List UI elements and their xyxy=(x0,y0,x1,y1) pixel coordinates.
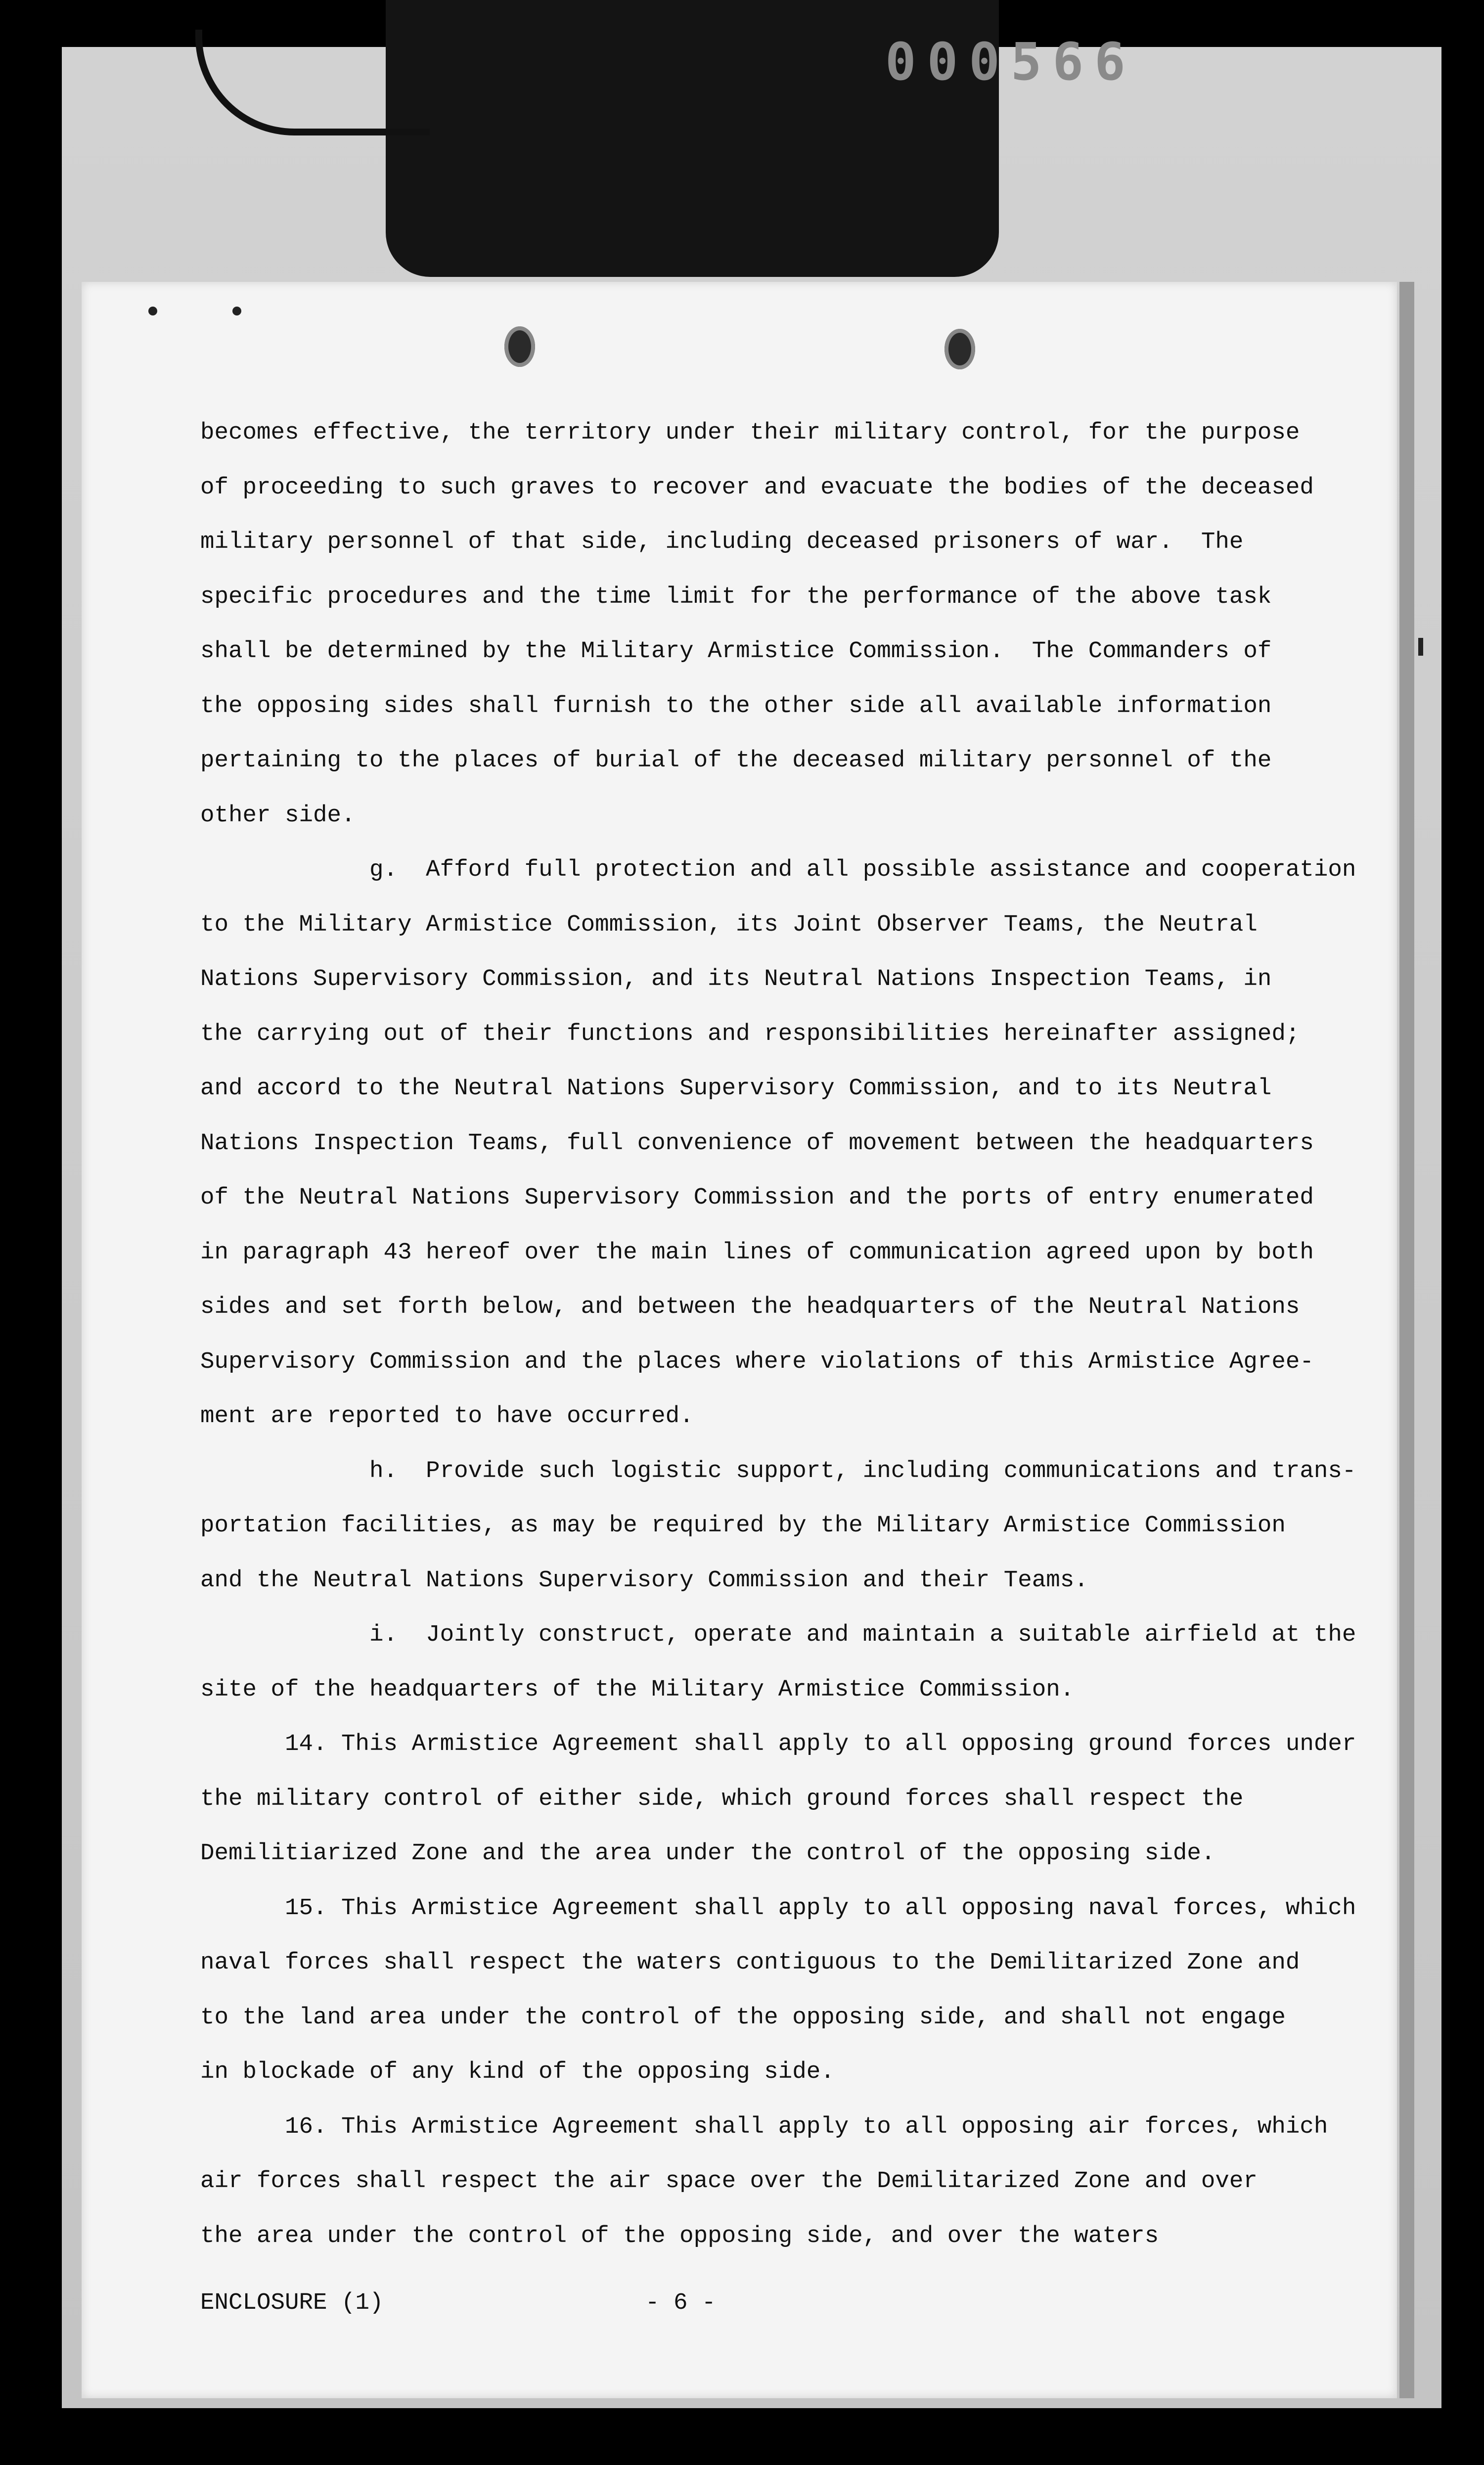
serial-stamp: 000566 xyxy=(885,35,1136,89)
body-line: and accord to the Neutral Nations Supervisory Commission, and to its Neutral xyxy=(200,1075,1272,1102)
body-line: shall be determined by the Military Armistice Commission. The Commanders of xyxy=(200,638,1272,665)
punch-hole-left xyxy=(504,326,535,367)
body-line: Nations Supervisory Commission, and its Neutral Nations Inspection Teams, in xyxy=(200,966,1272,992)
body-line: Supervisory Commission and the places where violations of this Armistice Agree- xyxy=(200,1348,1314,1375)
body-line: air forces shall respect the air space over the Demilitarized Zone and over xyxy=(200,2168,1258,2195)
body-line: to the Military Armistice Commission, its Joint Observer Teams, the Neutral xyxy=(200,911,1258,938)
body-line: i. Jointly construct, operate and maintain a suitable airfield at the xyxy=(200,1621,1356,1648)
page-number: - 6 - xyxy=(645,2289,716,2316)
body-line: the opposing sides shall furnish to the other side all available information xyxy=(200,692,1272,719)
body-line: military personnel of that side, including deceased prisoners of war. The xyxy=(200,529,1244,555)
scanner-clamp xyxy=(386,0,1136,277)
body-line: g. Afford full protection and all possible assistance and cooperation xyxy=(200,856,1356,883)
body-line: ment are reported to have occurred. xyxy=(200,1403,694,1430)
body-line: h. Provide such logistic support, including communications and trans- xyxy=(200,1457,1356,1484)
body-line: in paragraph 43 hereof over the main lines of communication agreed upon by both xyxy=(200,1239,1314,1266)
body-line: the military control of either side, which ground forces shall respect the xyxy=(200,1785,1244,1812)
body-line: in blockade of any kind of the opposing side. xyxy=(200,2059,835,2085)
body-line: Demilitiarized Zone and the area under the control of the opposing side. xyxy=(200,1840,1215,1867)
punch-hole-right xyxy=(944,329,975,369)
page-edge-shadow xyxy=(1399,282,1414,2398)
body-line: to the land area under the control of the opposing side, and shall not engage xyxy=(200,2004,1286,2031)
body-line: portation facilities, as may be required by the Military Armistice Commission xyxy=(200,1512,1286,1539)
body-line: naval forces shall respect the waters contiguous to the Demilitarized Zone and xyxy=(200,1949,1300,1976)
margin-dot xyxy=(232,307,241,315)
body-line: becomes effective, the territory under their military control, for the purpose xyxy=(200,419,1300,446)
body-line: the carrying out of their functions and responsibilities hereinafter assigned; xyxy=(200,1020,1300,1047)
body-line: 16. This Armistice Agreement shall apply to all opposing air forces, which xyxy=(200,2113,1328,2140)
body-line: site of the headquarters of the Military Armistice Commission. xyxy=(200,1676,1075,1703)
body-line: of the Neutral Nations Supervisory Commission and the ports of entry enumerated xyxy=(200,1184,1314,1211)
body-line: the area under the control of the opposing side, and over the waters xyxy=(200,2222,1159,2249)
edge-mark xyxy=(1418,638,1423,656)
body-line: Nations Inspection Teams, full convenience of movement between the headquarters xyxy=(200,1129,1314,1157)
body-line: of proceeding to such graves to recover and evacuate the bodies of the deceased xyxy=(200,474,1314,501)
body-line: sides and set forth below, and between the headquarters of the Neutral Nations xyxy=(200,1294,1300,1320)
body-line: pertaining to the places of burial of the deceased military personnel of the xyxy=(200,747,1272,774)
body-line: and the Neutral Nations Supervisory Commission and their Teams. xyxy=(200,1567,1088,1594)
body-line: 14. This Armistice Agreement shall apply to all opposing ground forces under xyxy=(200,1731,1356,1757)
body-line: other side. xyxy=(200,802,356,829)
margin-dot xyxy=(148,307,157,315)
body-line: specific procedures and the time limit for the performance of the above task xyxy=(200,583,1272,610)
body-line: 15. This Armistice Agreement shall apply to all opposing naval forces, which xyxy=(200,1894,1356,1922)
enclosure-label: ENCLOSURE (1) xyxy=(200,2289,384,2316)
document-page xyxy=(82,282,1397,2398)
document-body xyxy=(200,405,1377,2263)
